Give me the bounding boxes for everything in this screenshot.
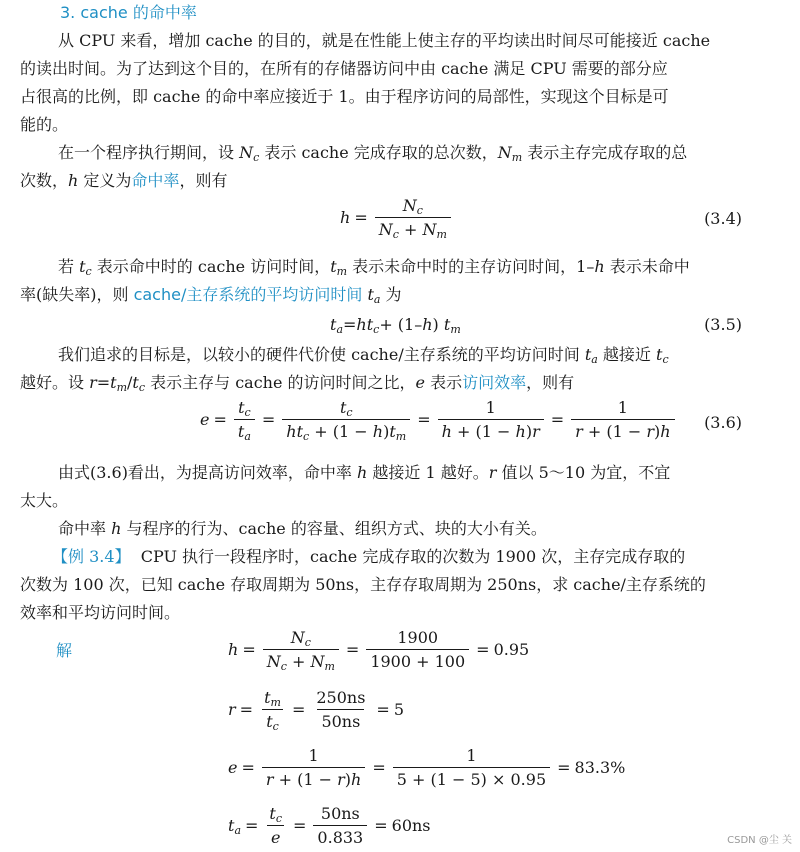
example-line2: 次数为 100 次，已知 cache 存取周期为 50ns，主存存取周期为 250ns，求 cache/主存系统的 xyxy=(20,575,706,594)
para3-line2: 率(缺失率)，则 cache/主存系统的平均访问时间 $t_a$ 为 xyxy=(20,285,402,306)
equation-number-3-6: (3.6) xyxy=(704,413,742,432)
equation-3-6: e = $\frac{t_c}{t_a}$ = $\frac{t_c}{ht_c + (1 - h)t_m}$ = $\frac{1}{h + (1 - h)r}$ = $\frac{1}{r + (1 - r)h}$ xyxy=(200,398,678,441)
para4-line1: 我们追求的目标是，以较小的硬件代价使 cache/主存系统的平均访问时间 $t_a$ 越接近 $t_c$ xyxy=(58,345,669,366)
section-heading: 3. cache 的命中率 xyxy=(60,3,197,22)
para4-line2: 越好。设 $r=t_m/t_c$ 表示主存与 cache 的访问时间之比，e 表示访问效率，则有 xyxy=(20,373,575,394)
example-line3: 效率和平均访问时间。 xyxy=(20,603,181,622)
term-hit-rate: 命中率 xyxy=(131,171,180,190)
para1-line2: 的读出时间。为了达到这个目的，在所有的存储器访问中由 cache 满足 CPU 需要的部分应 xyxy=(20,59,668,78)
para5-line1: 由式(3.6)看出，为提高访问效率，命中率 h 越接近 1 越好。r 值以 5～10 为宜，不宜 xyxy=(58,463,671,482)
para1-line1: 从 CPU 来看，增加 cache 的目的，就是在性能上使主存的平均读出时间尽可能接近 cache xyxy=(58,31,711,50)
solution-r: r = $\frac{t_m}{t_c}$ = $\frac{250ns}{50ns}$ = 5 xyxy=(228,688,404,733)
para2-line1: 在一个程序执行期间，设 $N_c$ 表示 cache 完成存取的总次数，$N_m$ 表示主存完成存取的总 xyxy=(58,143,688,164)
equation-number-3-5: (3.5) xyxy=(704,315,742,334)
equation-number-3-4: (3.4) xyxy=(704,209,742,228)
para6-line1: 命中率 h 与程序的行为、cache 的容量、组织方式、块的大小有关。 xyxy=(58,519,547,538)
para1-line3: 占很高的比例，即 cache 的命中率应接近于 1。由于程序访问的局部性，实现这个目标是可 xyxy=(20,87,669,106)
example-label: 【例 3.4】 xyxy=(52,547,131,566)
equation-3-4: h = $\frac{N_c}{N_c + N_m}$ xyxy=(340,196,454,239)
term-access-efficiency: 访问效率 xyxy=(462,373,527,392)
solution-h: h = $\frac{N_c}{N_c + N_m}$ = $\frac{1900}{1900 + 100}$ = 0.95 xyxy=(228,628,530,673)
solution-ta: $t_a$ = $\frac{t_c}{e}$ = $\frac{50ns}{0.833}$ = 60ns xyxy=(228,804,431,847)
para3-line1: 若 $t_c$ 表示命中时的 cache 访问时间，$t_m$ 表示未命中时的主存访问时间，1–h 表示未命中 xyxy=(58,257,690,278)
watermark: CSDN @尘 关 xyxy=(727,835,792,846)
solution-label: 解 xyxy=(56,641,73,660)
example-line1: 【例 3.4】 CPU 执行一段程序时，cache 完成存取的次数为 1900 次，主存完成存取的 xyxy=(52,547,686,566)
para2-line2: 次数，h 定义为命中率，则有 xyxy=(20,171,228,190)
solution-e: e = $\frac{1}{r + (1 - r)h}$ = $\frac{1}{5 + (1 - 5) \times 0.95}$ = 83.3% xyxy=(228,746,626,789)
para1-line4: 能的。 xyxy=(20,115,69,134)
term-avg-access-time: cache/主存系统的平均访问时间 xyxy=(133,285,363,304)
para5-line2: 太大。 xyxy=(20,491,69,510)
equation-3-5: $t_a=ht_c+ (1-h)$ $t_m$ xyxy=(330,315,461,336)
